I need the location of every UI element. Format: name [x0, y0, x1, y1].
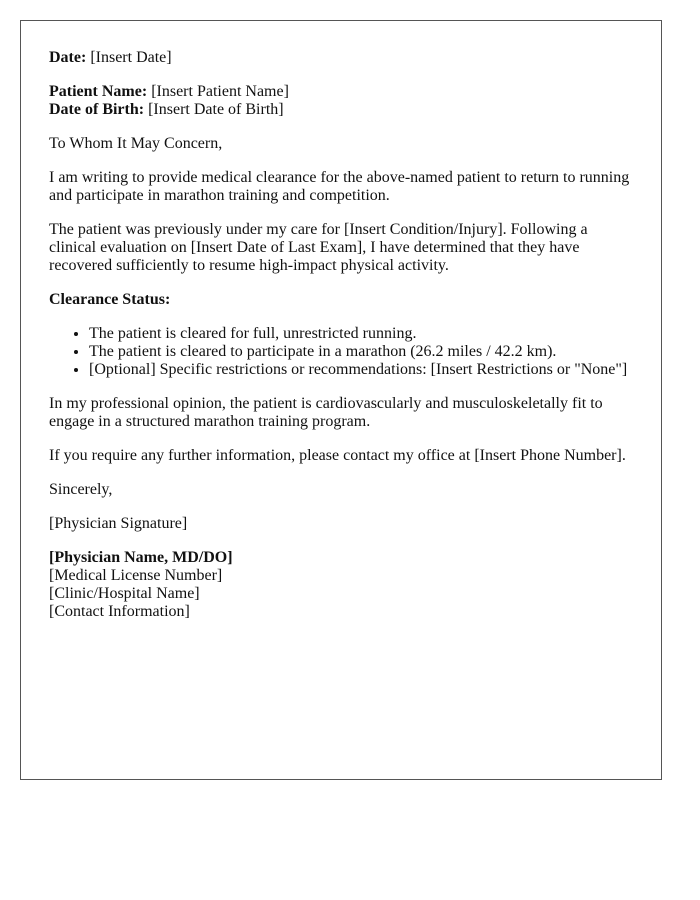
patient-info: Patient Name: [Insert Patient Name] Date of Birth: [Insert Date of Birth] [49, 83, 289, 118]
closing: Sincerely, [49, 481, 113, 498]
list-item: • The patient is cleared to participate in a marathon (26.2 miles / 42.2 km). [89, 343, 633, 361]
paragraph-intro: I am writing to provide medical clearance for the above-named patient to return to running and participate in marathon training and competition. [49, 169, 630, 204]
letter-document [20, 20, 662, 780]
clearance-heading: Clearance Status: [49, 291, 171, 308]
paragraph-opinion: In my professional opinion, the patient is cardiovascularly and musculoskeletally fit to engage in a structured marathon training program. [49, 395, 603, 430]
paragraph-history: The patient was previously under my care for [Insert Condition/Injury]. Following a clinical evaluation on [Insert Date of Last Exam], I have determined that they have recovered sufficiently to resume high-impact physical activity. [49, 221, 588, 274]
clearance-list [49, 325, 633, 379]
list-item: • The patient is cleared for full, unrestricted running. [89, 325, 633, 343]
signature: [Physician Signature] [49, 515, 188, 532]
list-item: • [Optional] Specific restrictions or recommendations: [Insert Restrictions or "None"] [89, 361, 633, 379]
date-line: Date: [Insert Date] [49, 49, 172, 66]
physician-block: [Physician Name, MD/DO] [Medical License Number] [Clinic/Hospital Name] [Contact Information] [49, 549, 233, 620]
salutation: To Whom It May Concern, [49, 135, 223, 152]
paragraph-contact: If you require any further information, please contact my office at [Insert Phone Number]. [49, 447, 626, 464]
